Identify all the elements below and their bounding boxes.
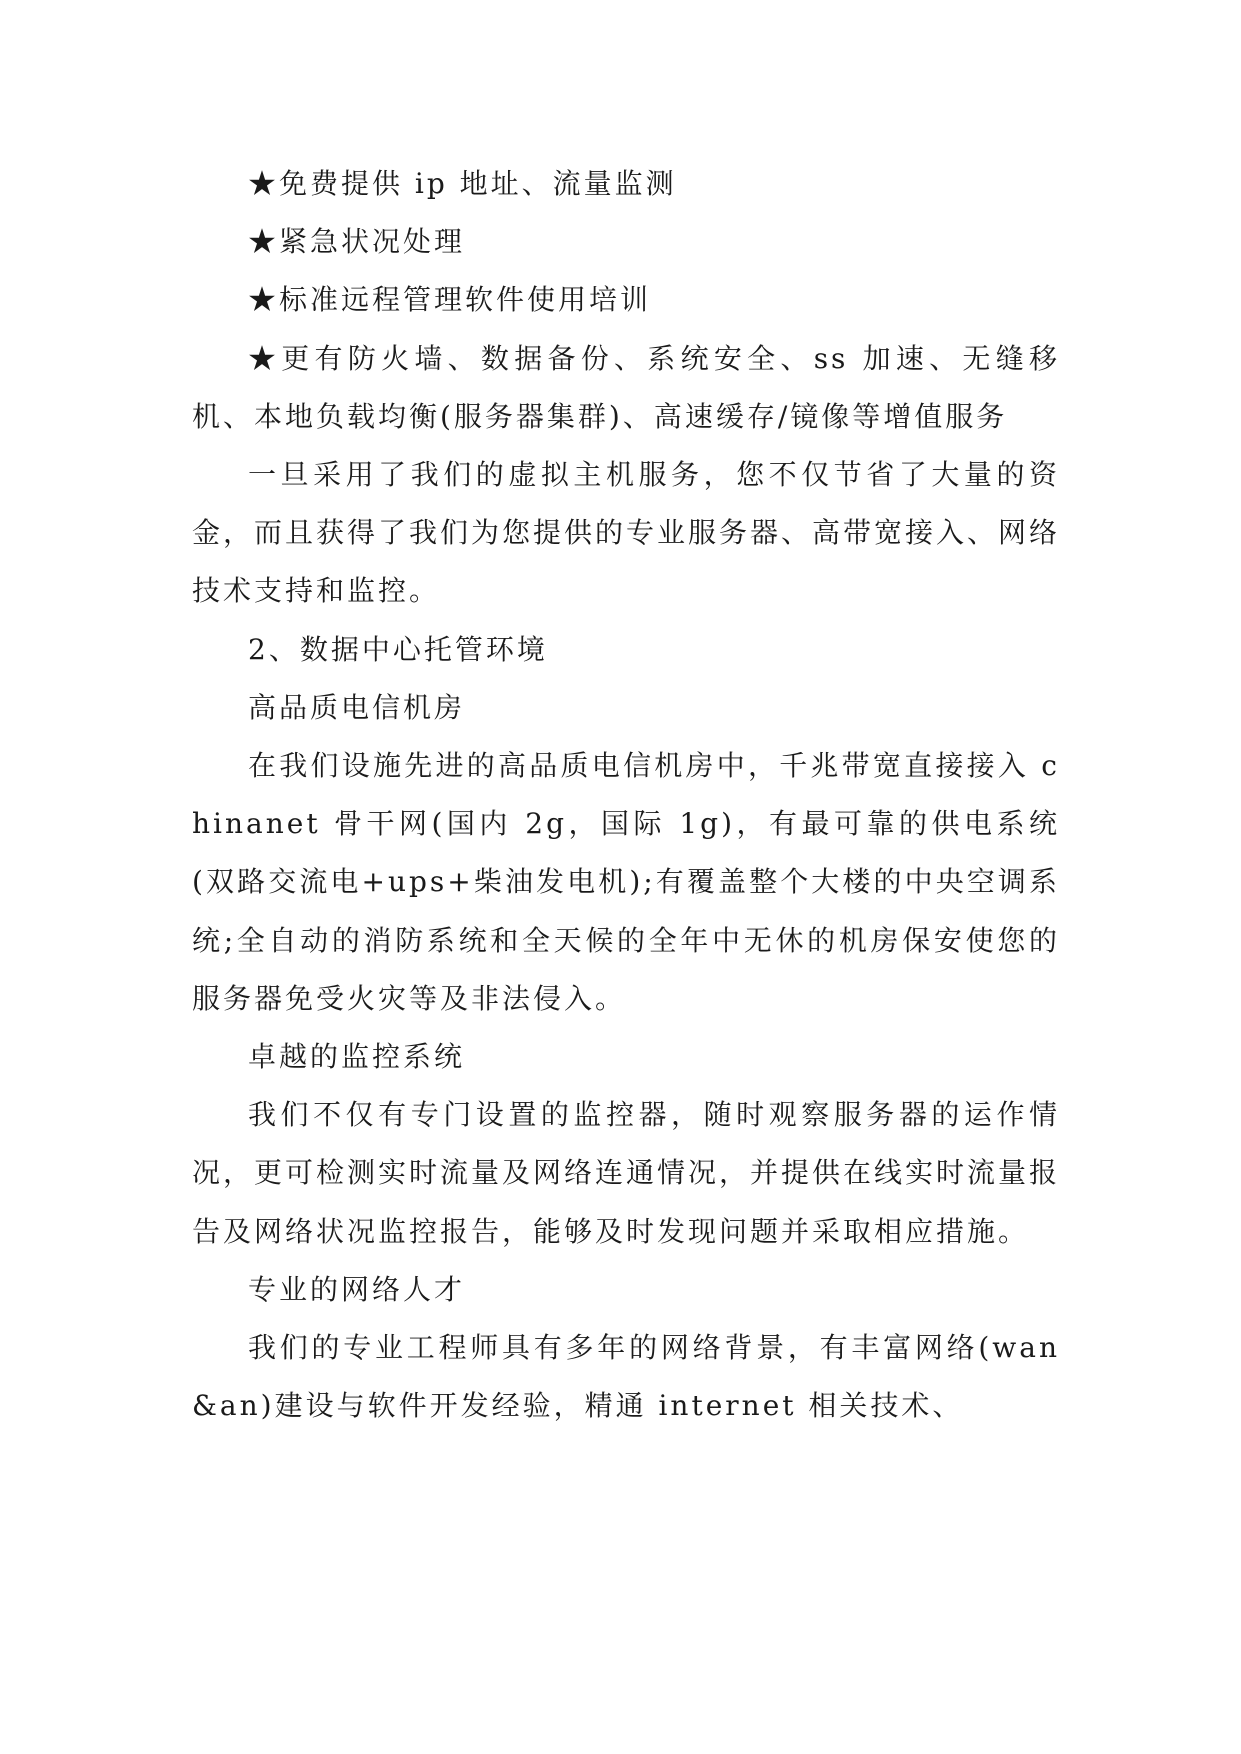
bullet-emergency-handling: ★紧急状况处理 xyxy=(248,225,466,259)
paragraph-telecom-room: 在我们设施先进的高品质电信机房中，千兆带宽直接接入 chinanet 骨干网(国内 2g，国际 1g)，有最可靠的供电系统(双路交流电+ups+柴油发电机);有覆盖整个大楼的中央空调系统;全自动的消防系统和全天候的全年中无休的机房保安使您的服务器免受火灾等及非法侵入。 xyxy=(192,749,1060,1015)
subheading-monitoring-system: 卓越的监控系统 xyxy=(248,1040,466,1074)
document-body xyxy=(192,155,1060,1435)
subheading-network-talent: 专业的网络人才 xyxy=(248,1272,466,1306)
paragraph-virtual-host-benefits: 一旦采用了我们的虚拟主机服务，您不仅节省了大量的资金，而且获得了我们为您提供的专业服务器、高带宽接入、网络技术支持和监控。 xyxy=(192,458,1061,608)
subheading-telecom-room: 高品质电信机房 xyxy=(248,690,466,724)
bullet-remote-management-training: ★标准远程管理软件使用培训 xyxy=(248,283,652,317)
bullet-free-ip-traffic-monitoring: ★免费提供 ip 地址、流量监测 xyxy=(248,167,677,200)
paragraph-network-talent: 我们的专业工程师具有多年的网络背景，有丰富网络(wan&an)建设与软件开发经验，精通 internet 相关技术、 xyxy=(192,1331,1060,1423)
section-heading-datacenter: 2、数据中心托管环境 xyxy=(248,632,548,666)
bullet-value-added-services: ★更有防火墙、数据备份、系统安全、ss 加速、无缝移机、本地负载均衡(服务器集群)、高速缓存/镜像等增值服务 xyxy=(192,341,1060,433)
paragraph-monitoring-system: 我们不仅有专门设置的监控器，随时观察服务器的运作情况，更可检测实时流量及网络连通情况，并提供在线实时流量报告及网络状况监控报告，能够及时发现问题并采取相应措施。 xyxy=(192,1098,1061,1248)
